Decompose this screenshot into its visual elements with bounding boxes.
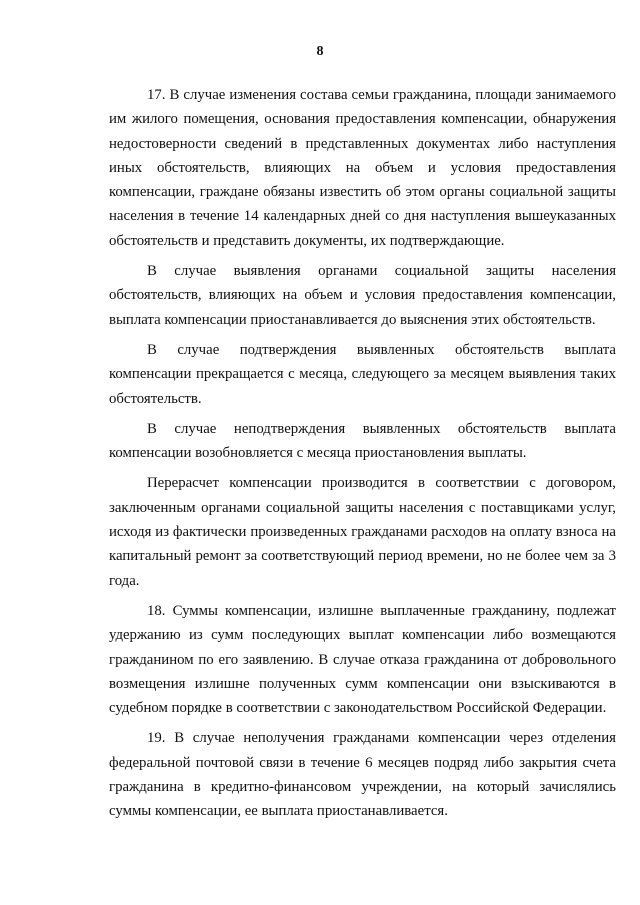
page-number: 8 — [316, 44, 324, 59]
document-body — [109, 83, 616, 830]
paragraph-detection-suspension: В случае выявления органами социальной защиты населения обстоятельств, влияющих на объем и условия предоставления компенсации, выплата компенсации приостанавливается до выяснения этих обстоятельств. — [109, 263, 616, 328]
paragraph-recalculation: Перерасчет компенсации производится в соответствии с договором, заключенным органами социальной защиты населения с поставщиками услуг, исходя из фактически произведенных гражданами расходов на оплату взноса на капитальный ремонт за соответствующий период времени, но не более чем за 3 года. — [109, 475, 616, 589]
paragraph-17-family-change: 17. В случае изменения состава семьи гражданина, площади занимаемого им жилого помещения, основания предоставления компенсации, обнаружения недостоверности сведений в представленных документах либо наступления иных обстоятельств, влияющих на объем и условия предоставления компенсации, граждане обязаны известить об этом органы социальной защиты населения в течение 14 календарных дней со дня наступления вышеуказанных обстоятельств и представить документы, их подтверждающие. — [109, 87, 616, 249]
paragraph-confirmation-termination: В случае подтверждения выявленных обстоятельств выплата компенсации прекращается с месяца, следующего за месяцем выявления таких обстоятельств. — [109, 341, 616, 407]
paragraph-nonconfirmation-resumption: В случае неподтверждения выявленных обстоятельств выплата компенсации возобновляется с месяца приостановления выплаты. — [109, 420, 616, 462]
paragraph-18-overpayment: 18. Суммы компенсации, излишне выплаченные гражданину, подлежат удержанию из сумм последующих выплат компенсации либо возмещаются гражданином по его заявлению. В случае отказа гражданина от добровольного возмещения излишне полученных сумм компенсации они взыскиваются в судебном порядке в соответствии с законодательством Российской Федерации. — [109, 602, 616, 717]
paragraph-19-nonreceipt: 19. В случае неполучения гражданами компенсации через отделения федеральной почтовой связи в течение 6 месяцев подряд либо закрытия счета гражданина в кредитно-финансовом учреждении, на который зачислялись суммы компенсации, ее выплата приостанавливается. — [109, 730, 616, 820]
